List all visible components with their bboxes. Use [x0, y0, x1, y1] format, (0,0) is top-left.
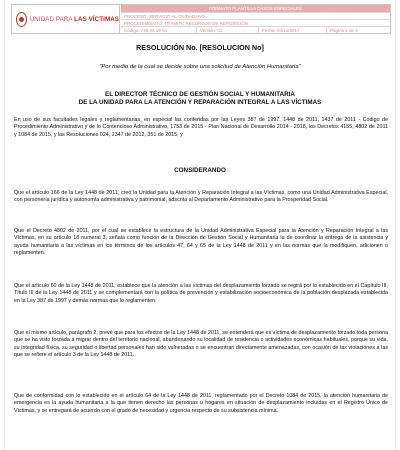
- document-page: [5, 0, 395, 450]
- brand-prefix: UNIDAD PARA: [29, 15, 75, 23]
- brand-name: [30, 16, 119, 23]
- resolution-title: RESOLUCIÓN No. [RESOLUCION No]: [136, 43, 264, 52]
- director-line-2: DE LA UNIDAD PARA LA ATENCIÓN Y REPARACIÓN INTEGRAL A LAS VÍCTIMAS: [78, 99, 322, 106]
- header-version: Versión: 02: [197, 27, 259, 33]
- considerando-heading: CONSIDERANDO: [174, 167, 226, 174]
- header-form-title: FORMATO PLANTILLA CASOS ESPECIALES: [121, 5, 390, 12]
- paragraph-2: Que el Decreto 4802 de 2011, por el cual se establece la estructura de la Unidad Administrativa Especial para la Atención y Reparación Integral a las Víctimas, en su artículo 18 numeral 3, señala como función de la Dirección de Gestión Social y Humanitaria la de coordinar la entrega de la asistencia y ayuda humanitaria a las víctimas en los términos de los artículos 47, 64 y 65 de la Ley 1448 de 2011 y en las normas que la modifiquen, adicionen o reglamenten.: [14, 228, 388, 257]
- director-heading: [5, 91, 395, 107]
- intro-paragraph: En uso de sus facultades legales y reglamentarias, en especial las conferidas por las Leyes 387 de 1997, 1448 de 2011, 1437 de 2011 - Código de Procedimiento Administrativo y de lo Contencioso Administrativo, 1753 de 2015 - Plan Nacional de Desarrollo 2014 - 2018, los Decretos 4155, 4802 de 2011 y 1084 de 2015, y las Resoluciones 024, 2347 de 2012, 351 de 2015, y: [14, 117, 388, 138]
- paragraph-5: Que de conformidad con lo establecido en el artículo 64 de la Ley 1448 de 2011, reglamentado por el Decreto 1084 de 2015, la atención humanitaria de emergencia es la ayuda humanitaria a la que tienen derecho las personas u hogares en situación de desplazamiento incluidas en el Registro Único de Víctimas, y se entregará de acuerdo con el grado de necesidad y urgencia respecto de su subsistencia mínima.: [14, 393, 388, 414]
- header-code: Código: 740,04.15-51: [121, 27, 197, 33]
- header-date: Fecha: 04/12/2017: [259, 27, 327, 33]
- header-meta-row: [121, 26, 390, 33]
- header-page-number: Página 1 de 4: [330, 28, 358, 33]
- paragraph-4: Que el mismo artículo, parágrafo 2, prevé que para los efectos de la Ley 1448 de 2011, se entenderá que es víctima de desplazamiento forzado toda persona que se ha visto forzada a migrar dentro del territorio nacional, abandonando su localidad de residencia o actividades económicas habituales, porque su vida, su integridad física, su seguridad o libertad personales han sido vulneradas o se encuentran directamente amenazadas, con ocasión de las violaciones a las que se refiere el artículo 3 de la Ley 1448 de 2011.: [14, 330, 388, 359]
- document-header: [11, 4, 391, 34]
- header-process: PROCESO: SERVICIO AL CIUDADANO: [121, 12, 390, 19]
- header-procedure: PROCEDIMIENTO: TRAMITE RECURSOS DE REPOSICIÓN: [121, 19, 390, 26]
- brand-bold: LAS VÍCTIMAS: [74, 15, 119, 23]
- resolution-subtitle: "Por medio de la cual se decide sobre una solicitud de Atención Humanitaria": [99, 64, 301, 70]
- seal-icon: [16, 12, 27, 27]
- paragraph-3: Que el artículo 60 de la Ley 1448 de 2011, establece que la atención a las víctimas del desplazamiento forzado se regirá por lo establecido en el Capítulo III, Título III de la Ley 1448 de 2011 y se complementará con la política de prevención y estabilización socioeconómica de la población desplazada establecida en la Ley 387 de 1997 y demás normas que lo reglamenten.: [14, 283, 388, 304]
- paragraph-1: Que el artículo 166 de la Ley 1448 de 2011, creó la Unidad para la Atención y Reparación Integral a las Víctimas, como una Unidad Administrativa Especial, con personería jurídica y autonomía administrativa y patrimonial, adscrita al Departamento Administrativo para la Prosperidad Social.: [14, 190, 388, 204]
- logo: [12, 5, 120, 33]
- director-line-1: EL DIRECTOR TÉCNICO DE GESTIÓN SOCIAL Y HUMANITARIA: [105, 91, 295, 98]
